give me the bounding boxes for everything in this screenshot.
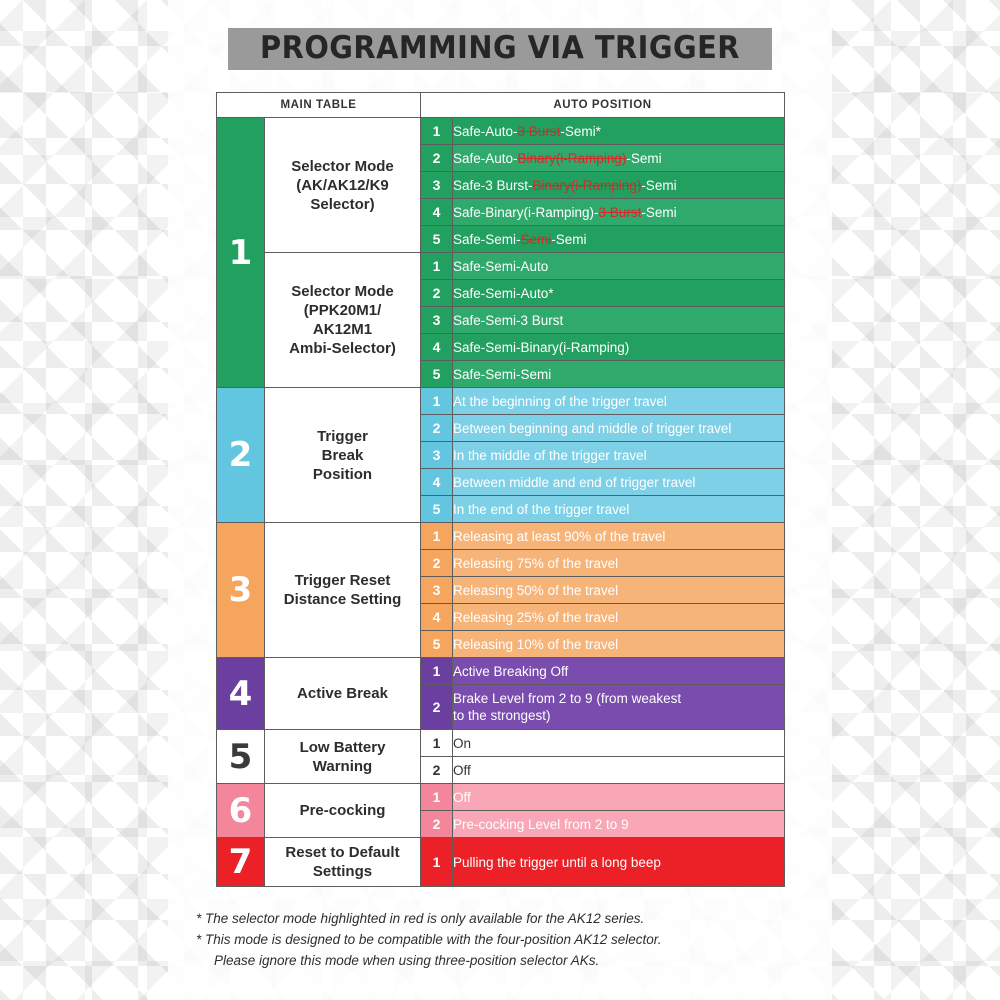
position-number: 3 — [421, 307, 453, 334]
position-description: Pre-cocking Level from 2 to 9 — [453, 811, 785, 838]
position-number: 4 — [421, 469, 453, 496]
position-number: 2 — [421, 415, 453, 442]
text-part: Safe-Auto- — [453, 150, 518, 166]
table-row — [217, 253, 785, 280]
position-description: Releasing 25% of the travel — [453, 604, 785, 631]
title-highlight-bar — [228, 28, 772, 70]
text-part: -Semi* — [560, 123, 601, 139]
footnote-3: Please ignore this mode when using three-position selector AKs. — [214, 953, 600, 968]
header-main-table: MAIN TABLE — [217, 93, 421, 118]
mode-label-trigger-reset-distance — [265, 523, 421, 658]
position-description: Off — [453, 784, 785, 811]
position-description — [453, 118, 785, 145]
table-row — [217, 118, 785, 145]
position-description: Pulling the trigger until a long beep — [453, 838, 785, 887]
footnotes — [196, 908, 816, 971]
position-description — [453, 199, 785, 226]
text-part: Safe-3 Burst- — [453, 177, 533, 193]
mode-label-ambi-selector — [265, 253, 421, 388]
position-description: Brake Level from 2 to 9 (from weakest to the strongest) — [453, 685, 785, 730]
text-part-strikethrough: 3 Burst — [517, 123, 561, 139]
position-description: Between middle and end of trigger travel — [453, 469, 785, 496]
mode-line: Ambi-Selector) — [289, 340, 396, 357]
position-description: In the end of the trigger travel — [453, 496, 785, 523]
position-description: In the middle of the trigger travel — [453, 442, 785, 469]
mode-line: Selector Mode — [291, 283, 394, 300]
mode-line: (PPK20M1/ — [303, 302, 382, 319]
position-number: 4 — [421, 199, 453, 226]
position-number: 5 — [421, 631, 453, 658]
text-part: Safe-Binary(i-Ramping)- — [453, 204, 599, 220]
position-number: 5 — [421, 361, 453, 388]
position-number: 4 — [421, 334, 453, 361]
position-number: 1 — [421, 730, 453, 757]
table-row — [217, 523, 785, 550]
position-description — [453, 226, 785, 253]
mode-line: Warning — [312, 757, 373, 775]
text-part-strikethrough: 3 Burst — [598, 204, 642, 220]
text-part-strikethrough: Semi — [520, 231, 552, 247]
table-header-row — [217, 93, 785, 118]
mode-line: Low Battery — [299, 738, 386, 756]
footnote-1: * The selector mode highlighted in red is only available for the AK12 series. — [196, 911, 645, 926]
position-number: 1 — [421, 838, 453, 887]
position-number: 2 — [421, 685, 453, 730]
table-row — [217, 730, 785, 757]
mode-line: Trigger — [317, 427, 368, 445]
position-description: Safe-Semi-Auto* — [453, 280, 785, 307]
position-description: Safe-Semi-Semi — [453, 361, 785, 388]
section-number-2: 2 — [217, 388, 265, 523]
position-number: 1 — [421, 523, 453, 550]
text-part: -Semi — [551, 231, 587, 247]
text-part-strikethrough: Binary(i-Ramping) — [532, 177, 642, 193]
mode-label-trigger-break-position — [265, 388, 421, 523]
position-number: 4 — [421, 604, 453, 631]
mode-label-active-break — [265, 658, 421, 730]
position-description: Safe-Semi-Auto — [453, 253, 785, 280]
position-description: Off — [453, 757, 785, 784]
title-text: PROGRAMMING VIA TRIGGER — [260, 30, 740, 66]
text-part: -Semi — [641, 177, 677, 193]
page-title — [168, 28, 832, 70]
mode-line: Settings — [312, 863, 373, 880]
position-number: 2 — [421, 550, 453, 577]
text-part-strikethrough: Binary(i-Ramping) — [517, 150, 627, 166]
position-description: Releasing at least 90% of the travel — [453, 523, 785, 550]
header-auto-position: AUTO POSITION — [421, 93, 785, 118]
position-number: 1 — [421, 784, 453, 811]
footnote-2: * This mode is designed to be compatible with the four-position AK12 selector. — [196, 932, 662, 947]
programming-table — [216, 92, 785, 887]
mode-line: Pre-cocking — [299, 802, 386, 819]
position-description: Safe-Semi-3 Burst — [453, 307, 785, 334]
mode-line: Break — [321, 446, 364, 464]
position-description: On — [453, 730, 785, 757]
position-number: 3 — [421, 442, 453, 469]
position-description: Active Breaking Off — [453, 658, 785, 685]
position-number: 3 — [421, 577, 453, 604]
position-description: Releasing 50% of the travel — [453, 577, 785, 604]
mode-line: Selector) — [310, 195, 375, 213]
position-description — [453, 172, 785, 199]
mode-label-low-battery-warning — [265, 730, 421, 784]
position-description: Safe-Semi-Binary(i-Ramping) — [453, 334, 785, 361]
section-number-1: 1 — [217, 118, 265, 388]
table-row — [217, 658, 785, 685]
position-description: Between beginning and middle of trigger travel — [453, 415, 785, 442]
position-description — [453, 145, 785, 172]
position-number: 2 — [421, 757, 453, 784]
mode-line: Trigger Reset — [294, 572, 391, 589]
mode-line: Distance Setting — [283, 591, 402, 608]
position-number: 1 — [421, 658, 453, 685]
mode-label-pre-cocking — [265, 784, 421, 838]
position-number: 5 — [421, 226, 453, 253]
position-number: 1 — [421, 118, 453, 145]
mode-label-selector-ak — [265, 118, 421, 253]
mode-line: Position — [312, 465, 373, 483]
position-number: 5 — [421, 496, 453, 523]
text-part: -Semi — [641, 204, 677, 220]
section-number-6: 6 — [217, 784, 265, 838]
text-part: -Semi — [626, 150, 662, 166]
section-number-5: 5 — [217, 730, 265, 784]
section-number-7: 7 — [217, 838, 265, 887]
position-description: At the beginning of the trigger travel — [453, 388, 785, 415]
position-number: 2 — [421, 280, 453, 307]
position-number: 1 — [421, 253, 453, 280]
position-description: Releasing 75% of the travel — [453, 550, 785, 577]
table-row — [217, 784, 785, 811]
position-number: 2 — [421, 811, 453, 838]
section-number-3: 3 — [217, 523, 265, 658]
position-number: 1 — [421, 388, 453, 415]
position-number: 3 — [421, 172, 453, 199]
text-part: Safe-Auto- — [453, 123, 518, 139]
mode-line: Reset to Default — [285, 844, 400, 861]
position-description: Releasing 10% of the travel — [453, 631, 785, 658]
section-number-4: 4 — [217, 658, 265, 730]
mode-line: (AK/AK12/K9 — [296, 176, 389, 194]
mode-line: Selector Mode — [291, 157, 394, 175]
mode-label-reset-to-default — [265, 838, 421, 887]
mode-line: AK12M1 — [312, 321, 373, 338]
table-row — [217, 388, 785, 415]
mode-line: Active Break — [297, 685, 388, 702]
position-number: 2 — [421, 145, 453, 172]
table-row — [217, 838, 785, 887]
text-part: Safe-Semi- — [453, 231, 521, 247]
